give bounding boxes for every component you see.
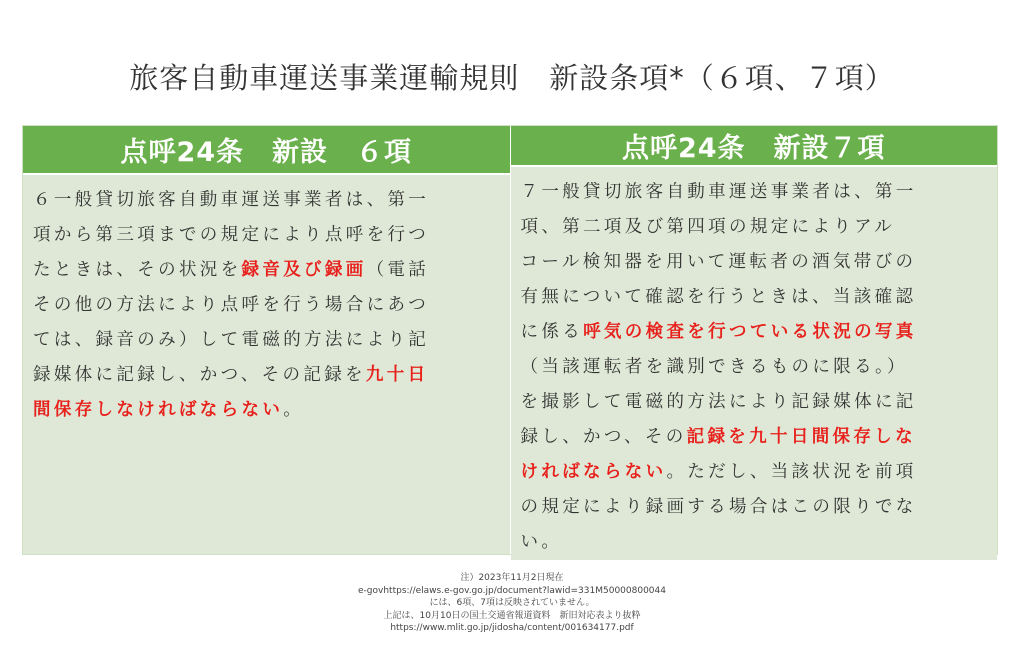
column-body-item-6 (23, 173, 510, 554)
text-line (521, 420, 988, 455)
body-text: に係る (520, 322, 584, 342)
text-line (521, 490, 988, 525)
column-item-6 (23, 126, 510, 554)
body-text: い。 (520, 532, 563, 552)
text-line (33, 183, 500, 218)
highlighted-text: 呼気の検査を行つている状況の写真 (583, 322, 917, 342)
column-item-7 (510, 126, 998, 554)
text-line (521, 385, 988, 420)
body-text: の規定により録画する場合はこの限りでな (520, 497, 917, 517)
text-line (521, 280, 988, 315)
footnote-line: https://www.mlit.go.jp/jidosha/content/001634177.pdf (390, 623, 634, 633)
highlighted-text: 録音及び録画 (241, 260, 367, 280)
body-text: 項から第三項までの規定により点呼を行つ (33, 225, 430, 245)
body-text: （電話 (366, 260, 430, 280)
footnote-line: には、6項、7項は反映されていません。 (429, 598, 595, 608)
footnote (0, 572, 1024, 635)
text-line (33, 358, 500, 393)
text-line (521, 350, 988, 385)
text-line (33, 253, 500, 288)
body-text: その他の方法により点呼を行う場合にあつ (33, 295, 430, 315)
body-text: ６一般貸切旅客自動車運送事業者は、第一 (33, 190, 430, 210)
text-line (521, 455, 988, 490)
comparison-table (22, 125, 998, 555)
highlighted-text: 九十日 (365, 365, 429, 385)
highlighted-text: 間保存しなければならない (33, 400, 284, 420)
text-line (521, 175, 988, 210)
footnote-line: 注）2023年11月2日現在 (460, 573, 564, 583)
page-title: 旅客自動車運送事業運輸規則 新設条項*（６項、７項） (129, 61, 895, 95)
footnote-line: 上記は、10月10日の国土交通省報道資料 新旧対応表より抜粋 (383, 610, 641, 621)
column-header-item-7: 点呼24条 新設７項 (511, 126, 998, 165)
text-line (521, 315, 988, 350)
body-text: 録し、かつ、その (520, 427, 687, 447)
highlighted-text: 記録を九十日間保存しな (686, 427, 916, 447)
body-text: 録媒体に記録し、かつ、その記録を (33, 365, 366, 385)
footnote-line: e-govhttps://elaws.e-gov.go.jp/document?lawid=331M50000800044 (358, 585, 666, 596)
body-text: ７一般貸切旅客自動車運送事業者は、第一 (520, 182, 917, 202)
text-line (33, 323, 500, 358)
text-line (33, 218, 500, 253)
body-text: 有無について確認を行うときは、当該確認 (520, 287, 917, 307)
body-text: を撮影して電磁的方法により記録媒体に記 (520, 392, 917, 412)
body-text: 項、第二項及び第四項の規定によりアル (520, 217, 896, 237)
body-text: ては、録音のみ）して電磁的方法により記 (33, 330, 430, 350)
body-text: （当該運転者を識別できるものに限る。） (520, 357, 908, 377)
body-text: 。 (283, 400, 305, 420)
text-line (521, 245, 988, 280)
text-line (33, 393, 500, 428)
body-text: 。ただし、当該状況を前項 (666, 462, 917, 482)
text-line (521, 210, 988, 245)
text-line (521, 525, 988, 560)
body-text: コール検知器を用いて運転者の酒気帯びの (520, 252, 917, 272)
highlighted-text: ければならない (520, 462, 667, 482)
column-body-item-7 (511, 165, 998, 560)
text-line (33, 288, 500, 323)
column-header-item-6: 点呼24条 新設 ６項 (23, 126, 510, 173)
body-text: たときは、その状況を (33, 260, 242, 280)
